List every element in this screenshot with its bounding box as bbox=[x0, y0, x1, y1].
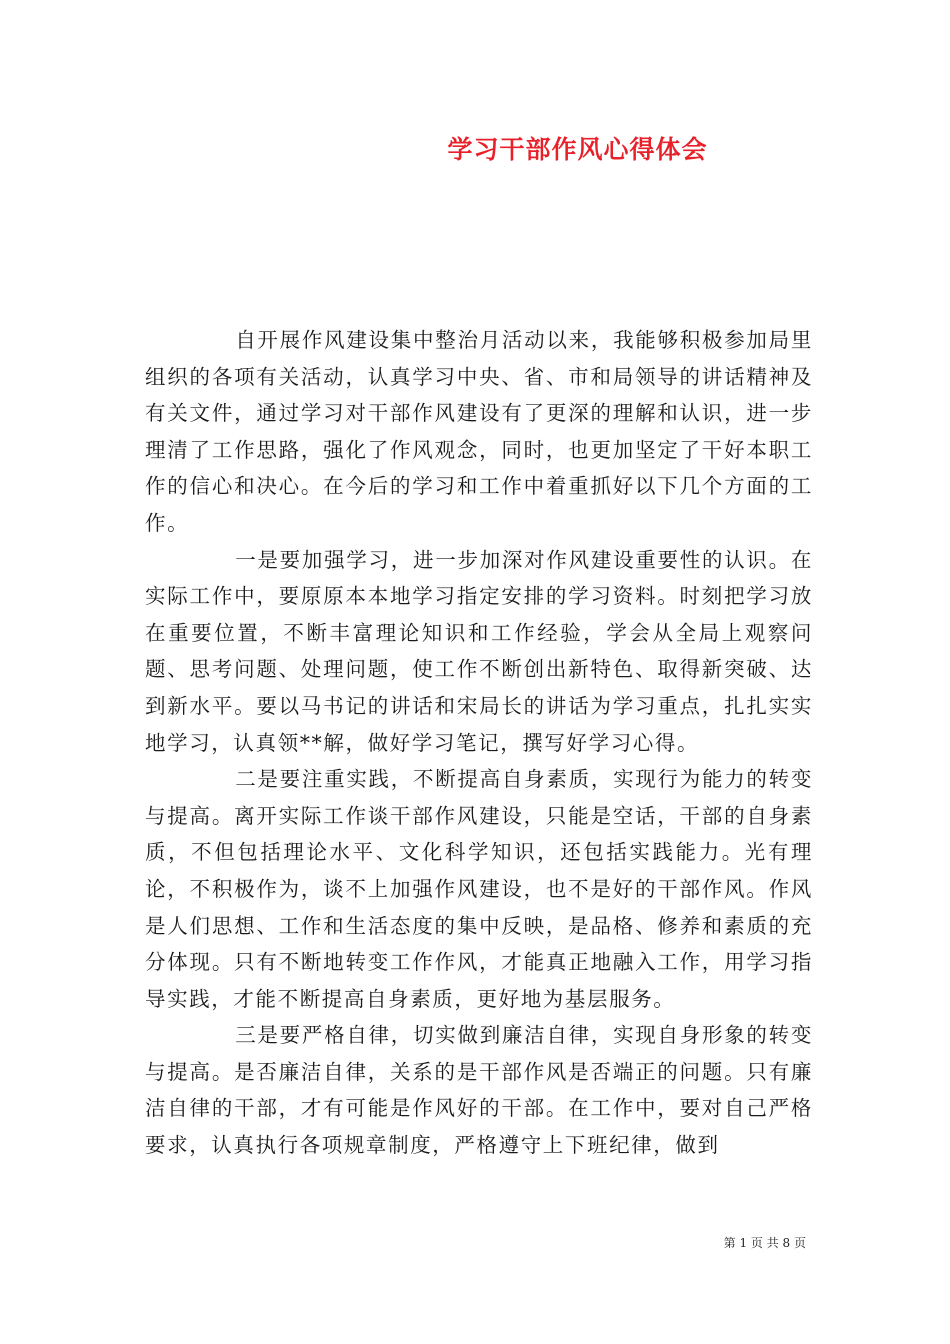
document-title: 学习干部作风心得体会 bbox=[447, 135, 708, 164]
page-number-footer: 第 1 页 共 8 页 bbox=[723, 1236, 806, 1250]
document-body bbox=[145, 322, 813, 1164]
paragraph-intro: 自开展作风建设集中整治月活动以来，我能够积极参加局里组织的各项有关活动，认真学习中央、省、市和局领导的讲话精神及有关文件，通过学习对干部作风建设有了更深的理解和认识，进一步理清了工作思路，强化了作风观念，同时，也更加坚定了干好本职工作的信心和决心。在今后的学习和工作中着重抓好以下几个方面的工作。 bbox=[145, 328, 813, 535]
paragraph-point-three: 三是要严格自律，切实做到廉洁自律，实现自身形象的转变与提高。是否廉洁自律，关系的是干部作风是否端正的问题。只有廉洁自律的干部，才有可能是作风好的干部。在工作中，要对自己严格要求，认真执行各项规章制度，严格遵守上下班纪律，做到 bbox=[145, 1023, 813, 1158]
paragraph-point-one: 一是要加强学习，进一步加深对作风建设重要性的认识。在实际工作中，要原原本本地学习指定安排的学习资料。时刻把学习放在重要位置，不断丰富理论知识和工作经验，学会从全局上观察问题、思考问题、处理问题，使工作不断创出新特色、取得新突破、达到新水平。要以马书记的讲话和宋局长的讲话为学习重点，扎扎实实地学习，认真领**解，做好学习笔记，撰写好学习心得。 bbox=[145, 547, 813, 755]
paragraph-point-two: 二是要注重实践，不断提高自身素质，实现行为能力的转变与提高。离开实际工作谈干部作风建设，只能是空话，干部的自身素质，不但包括理论水平、文化科学知识，还包括实践能力。光有理论，不积极作为，谈不上加强作风建设，也不是好的干部作风。作风是人们思想、工作和生活态度的集中反映，是品格、修养和素质的充分体现。只有不断地转变工作作风，才能真正地融入工作，用学习指导实践，才能不断提高自身素质，更好地为基层服务。 bbox=[145, 767, 813, 1011]
